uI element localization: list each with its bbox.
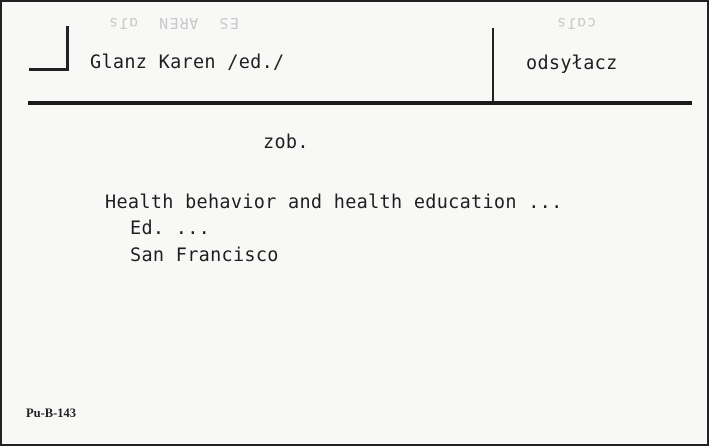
shelfmark: Pu-B-143 <box>26 406 76 420</box>
place-line: San Francisco <box>130 245 279 266</box>
header-rule <box>28 101 692 105</box>
card-type-label: odsyłacz <box>526 53 618 74</box>
corner-mark-vertical <box>66 26 69 70</box>
edition-line: Ed. ... <box>130 218 211 239</box>
title-line: Health behavior and health education ... <box>105 192 563 213</box>
heading-name: Glanz Karen /ed./ <box>90 52 285 73</box>
show-through-text: ƨƖɒ ИƎЯA ƧƎ <box>109 14 240 32</box>
header-divider <box>492 28 494 103</box>
see-reference-label: zob. <box>263 132 309 153</box>
show-through-text-right: ƨƖɒɔ <box>557 14 598 32</box>
corner-mark-horizontal <box>29 68 69 71</box>
